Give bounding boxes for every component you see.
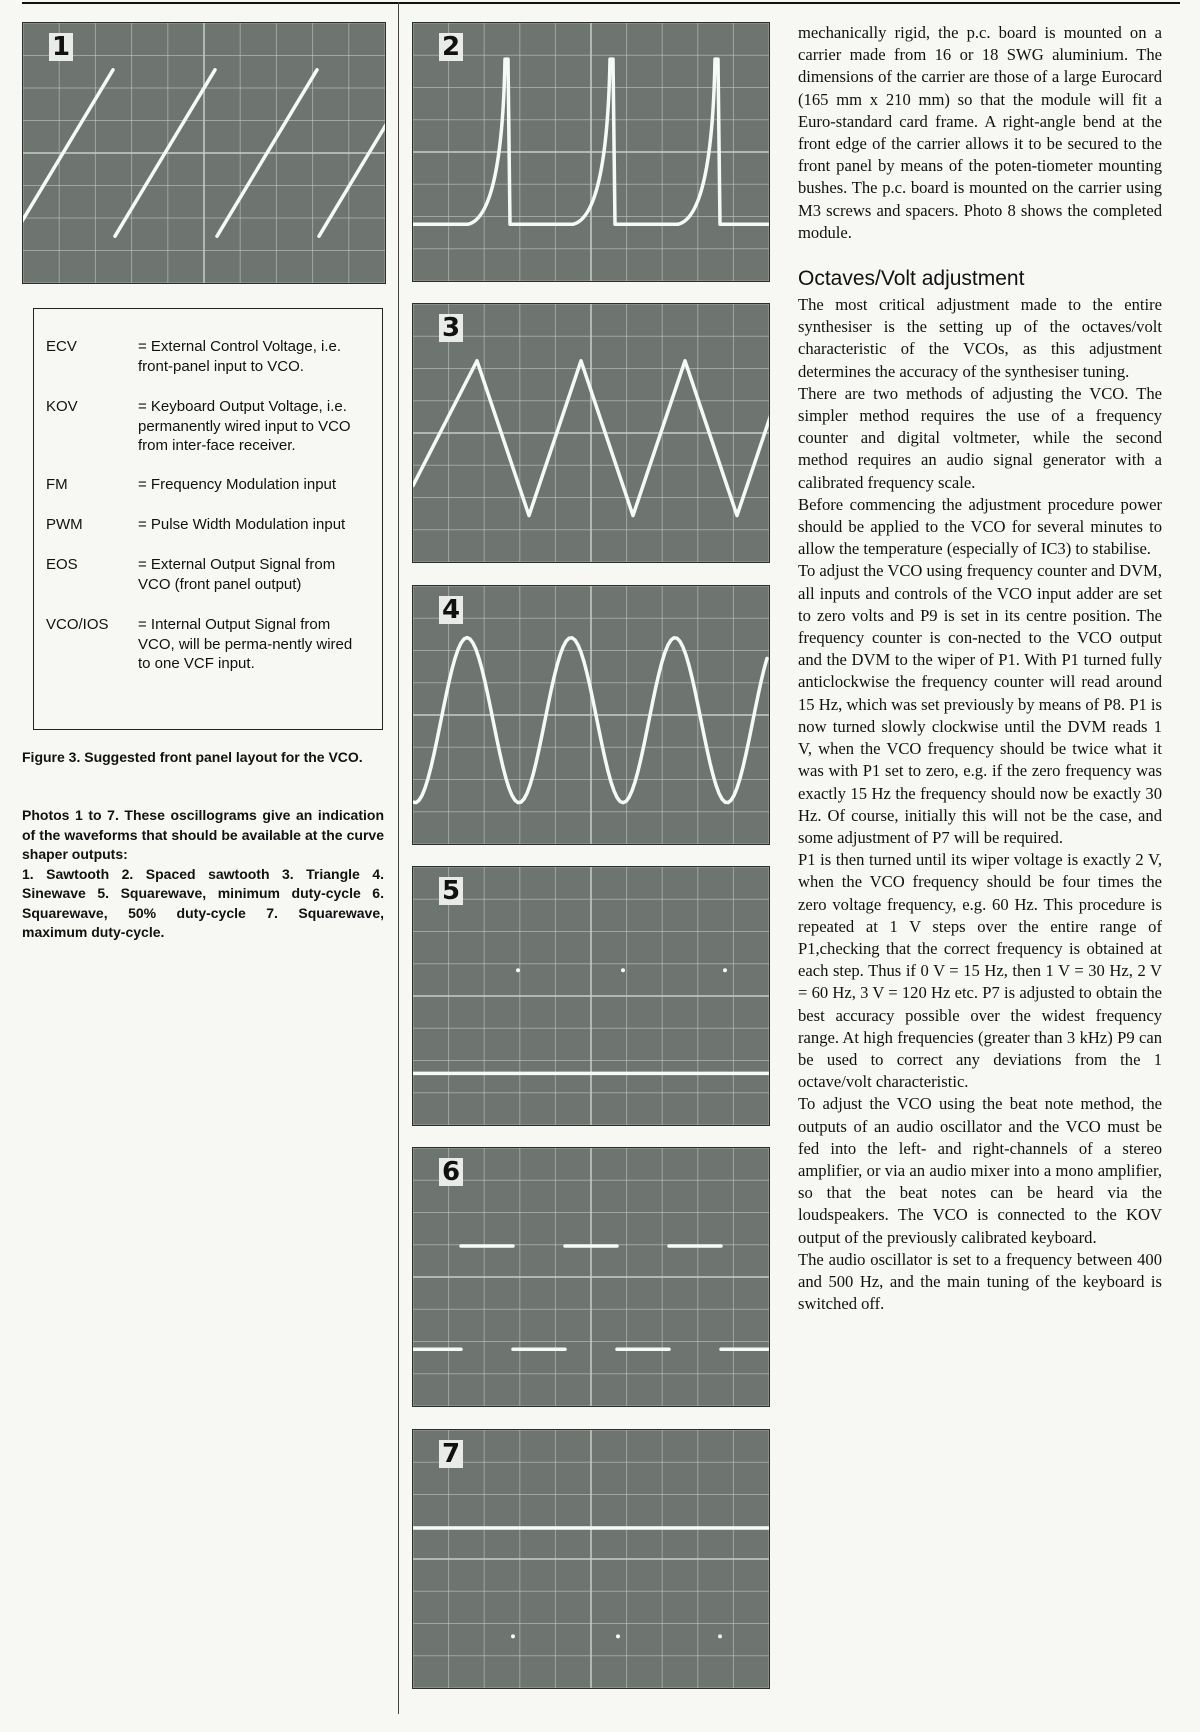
article-intro: mechanically rigid, the p.c. board is mounted on a carrier made from 16 or 18 SWG aluminium. The dimensions of the carrier are those of a large Eurocard (165 mm x 210 mm) so that the module will fit a Euro-standard card frame. A right-angle bend at the front edge of the carrier allows it to be secured to the front panel by means of the poten-tiometer mounting bushes. The p.c. board is mounted on the carrier using M3 screws and spacers. Photo 8 shows the completed module. xyxy=(798,23,1162,242)
article-paragraph: To adjust the VCO using the beat note method, the outputs of an audio oscillator and the VCO must be fed into the left- and right-channels of a stereo amplifier, or via an audio mixer into a mono amplifier, so that the beat notes can be heard via the loudspeakers. The VCO is connected to the KOV output of the previously calibrated keyboard. xyxy=(798,1094,1162,1247)
legend-text: = External Control Voltage, i.e. front-panel input to VCO. xyxy=(138,338,342,375)
photo-number: 2 xyxy=(439,33,463,61)
oscillogram-photo-1 xyxy=(22,22,386,284)
oscillogram-1-trace xyxy=(23,23,385,283)
photo-number: 3 xyxy=(439,314,463,342)
legend-abbr: EOS xyxy=(46,556,78,573)
oscillogram-5-trace xyxy=(413,867,769,1125)
article-paragraph: The audio oscillator is set to a frequency between 400 and 500 Hz, and the main tuning of the keyboard is switched off. xyxy=(798,1249,1162,1314)
legend-text: = External Output Signal from VCO (front panel output) xyxy=(138,556,336,593)
legend-text: = Keyboard Output Voltage, i.e. permanently wired input to VCO from inter-face receiver. xyxy=(138,398,351,454)
oscillogram-2-trace xyxy=(413,23,769,281)
front-panel-legend xyxy=(33,308,383,730)
oscillogram-photo-4 xyxy=(412,585,770,845)
oscillogram-photo-3 xyxy=(412,303,770,563)
article-paragraph: Before commencing the adjustment procedure power should be applied to the VCO for several minutes to allow the temperature (especially of IC3) to stabilise. xyxy=(798,494,1162,559)
oscillogram-photo-7 xyxy=(412,1429,770,1689)
article-paragraph: The most critical adjustment made to the entire synthesiser is the setting up of the octaves/volt characteristic of the VCOs, as this adjustment determines the accuracy of the synthesiser tuning. xyxy=(798,295,1162,381)
oscillogram-photo-2 xyxy=(412,22,770,282)
oscillogram-3-trace xyxy=(413,304,769,562)
article-column xyxy=(798,22,1162,1315)
legend-abbr: ECV xyxy=(46,338,77,355)
legend-abbr: PWM xyxy=(46,516,83,533)
legend-abbr: VCO/IOS xyxy=(46,616,109,633)
photo-number: 4 xyxy=(439,596,463,624)
oscillogram-photo-6 xyxy=(412,1147,770,1407)
column-divider xyxy=(398,2,399,1714)
section-heading: Octaves/Volt adjustment xyxy=(798,267,1025,291)
article-paragraph: To adjust the VCO using frequency counter and DVM, all inputs and controls of the VCO input adder are set to zero volts and P9 is set in its centre position. The frequency counter is con-nected to the VCO output and the DVM to the wiper of P1. With P1 turned fully anticlockwise the frequency counter will read around 15 Hz, which was set previously by means of P8. P1 is now turned slowly clockwise until the DVM reads 1 V, when the VCO frequency should be twice what it was with P1 set to zero, e.g. if the zero frequency was exactly 15 Hz the frequency should now be exactly 30 Hz. Of course, initially this will not be the case, and some adjustment of P7 will be required. xyxy=(798,561,1162,847)
oscillogram-7-trace xyxy=(413,1430,769,1688)
photos-caption: Photos 1 to 7. These oscillograms give an indication of the waveforms that should be available at the curve shaper outputs: 1. Sawtooth 2. Spaced sawtooth 3. Triangle 4. Sinewave 5. Squarewave, minimum duty-cycle 6. Squarewave, 50% duty-cycle 7. Squarewave, maximum duty-cycle. xyxy=(22,807,384,940)
top-rule xyxy=(22,2,1180,4)
figure-3-caption: Figure 3. Suggested front panel layout for the VCO. xyxy=(22,749,363,765)
article-paragraph: P1 is then turned until its wiper voltage is exactly 2 V, when the VCO frequency should be four times the zero voltage frequency, e.g. 60 Hz. This procedure is repeated at 1 V steps over the entire range of P1,checking that the correct frequency is obtained at each step. Thus if 0 V = 15 Hz, then 1 V = 30 Hz, 2 V = 60 Hz, 3 V = 120 Hz etc. P7 is adjusted to obtain the best accuracy possible over the widest frequency range. At high frequencies (greater than 3 kHz) P9 can be used to correct any deviations from the 1 octave/volt characteristic. xyxy=(798,850,1162,1092)
photo-number: 7 xyxy=(439,1440,463,1468)
oscillogram-4-trace xyxy=(413,586,769,844)
legend-text: = Frequency Modulation input xyxy=(138,476,337,493)
oscillogram-photo-5 xyxy=(412,866,770,1126)
legend-abbr: KOV xyxy=(46,398,78,415)
photo-number: 1 xyxy=(49,33,73,61)
legend-abbr: FM xyxy=(46,476,68,493)
article-paragraph: There are two methods of adjusting the VCO. The simpler method requires the use of a frequency counter and digital voltmeter, while the second method requires an audio signal generator with a calibrated frequency scale. xyxy=(798,383,1162,492)
photo-number: 6 xyxy=(439,1158,463,1186)
oscillogram-6-trace xyxy=(413,1148,769,1406)
photo-number: 5 xyxy=(439,877,463,905)
legend-text: = Pulse Width Modulation input xyxy=(138,516,346,533)
legend-text: = Internal Output Signal from VCO, will be perma-nently wired to one VCF input. xyxy=(138,616,353,672)
